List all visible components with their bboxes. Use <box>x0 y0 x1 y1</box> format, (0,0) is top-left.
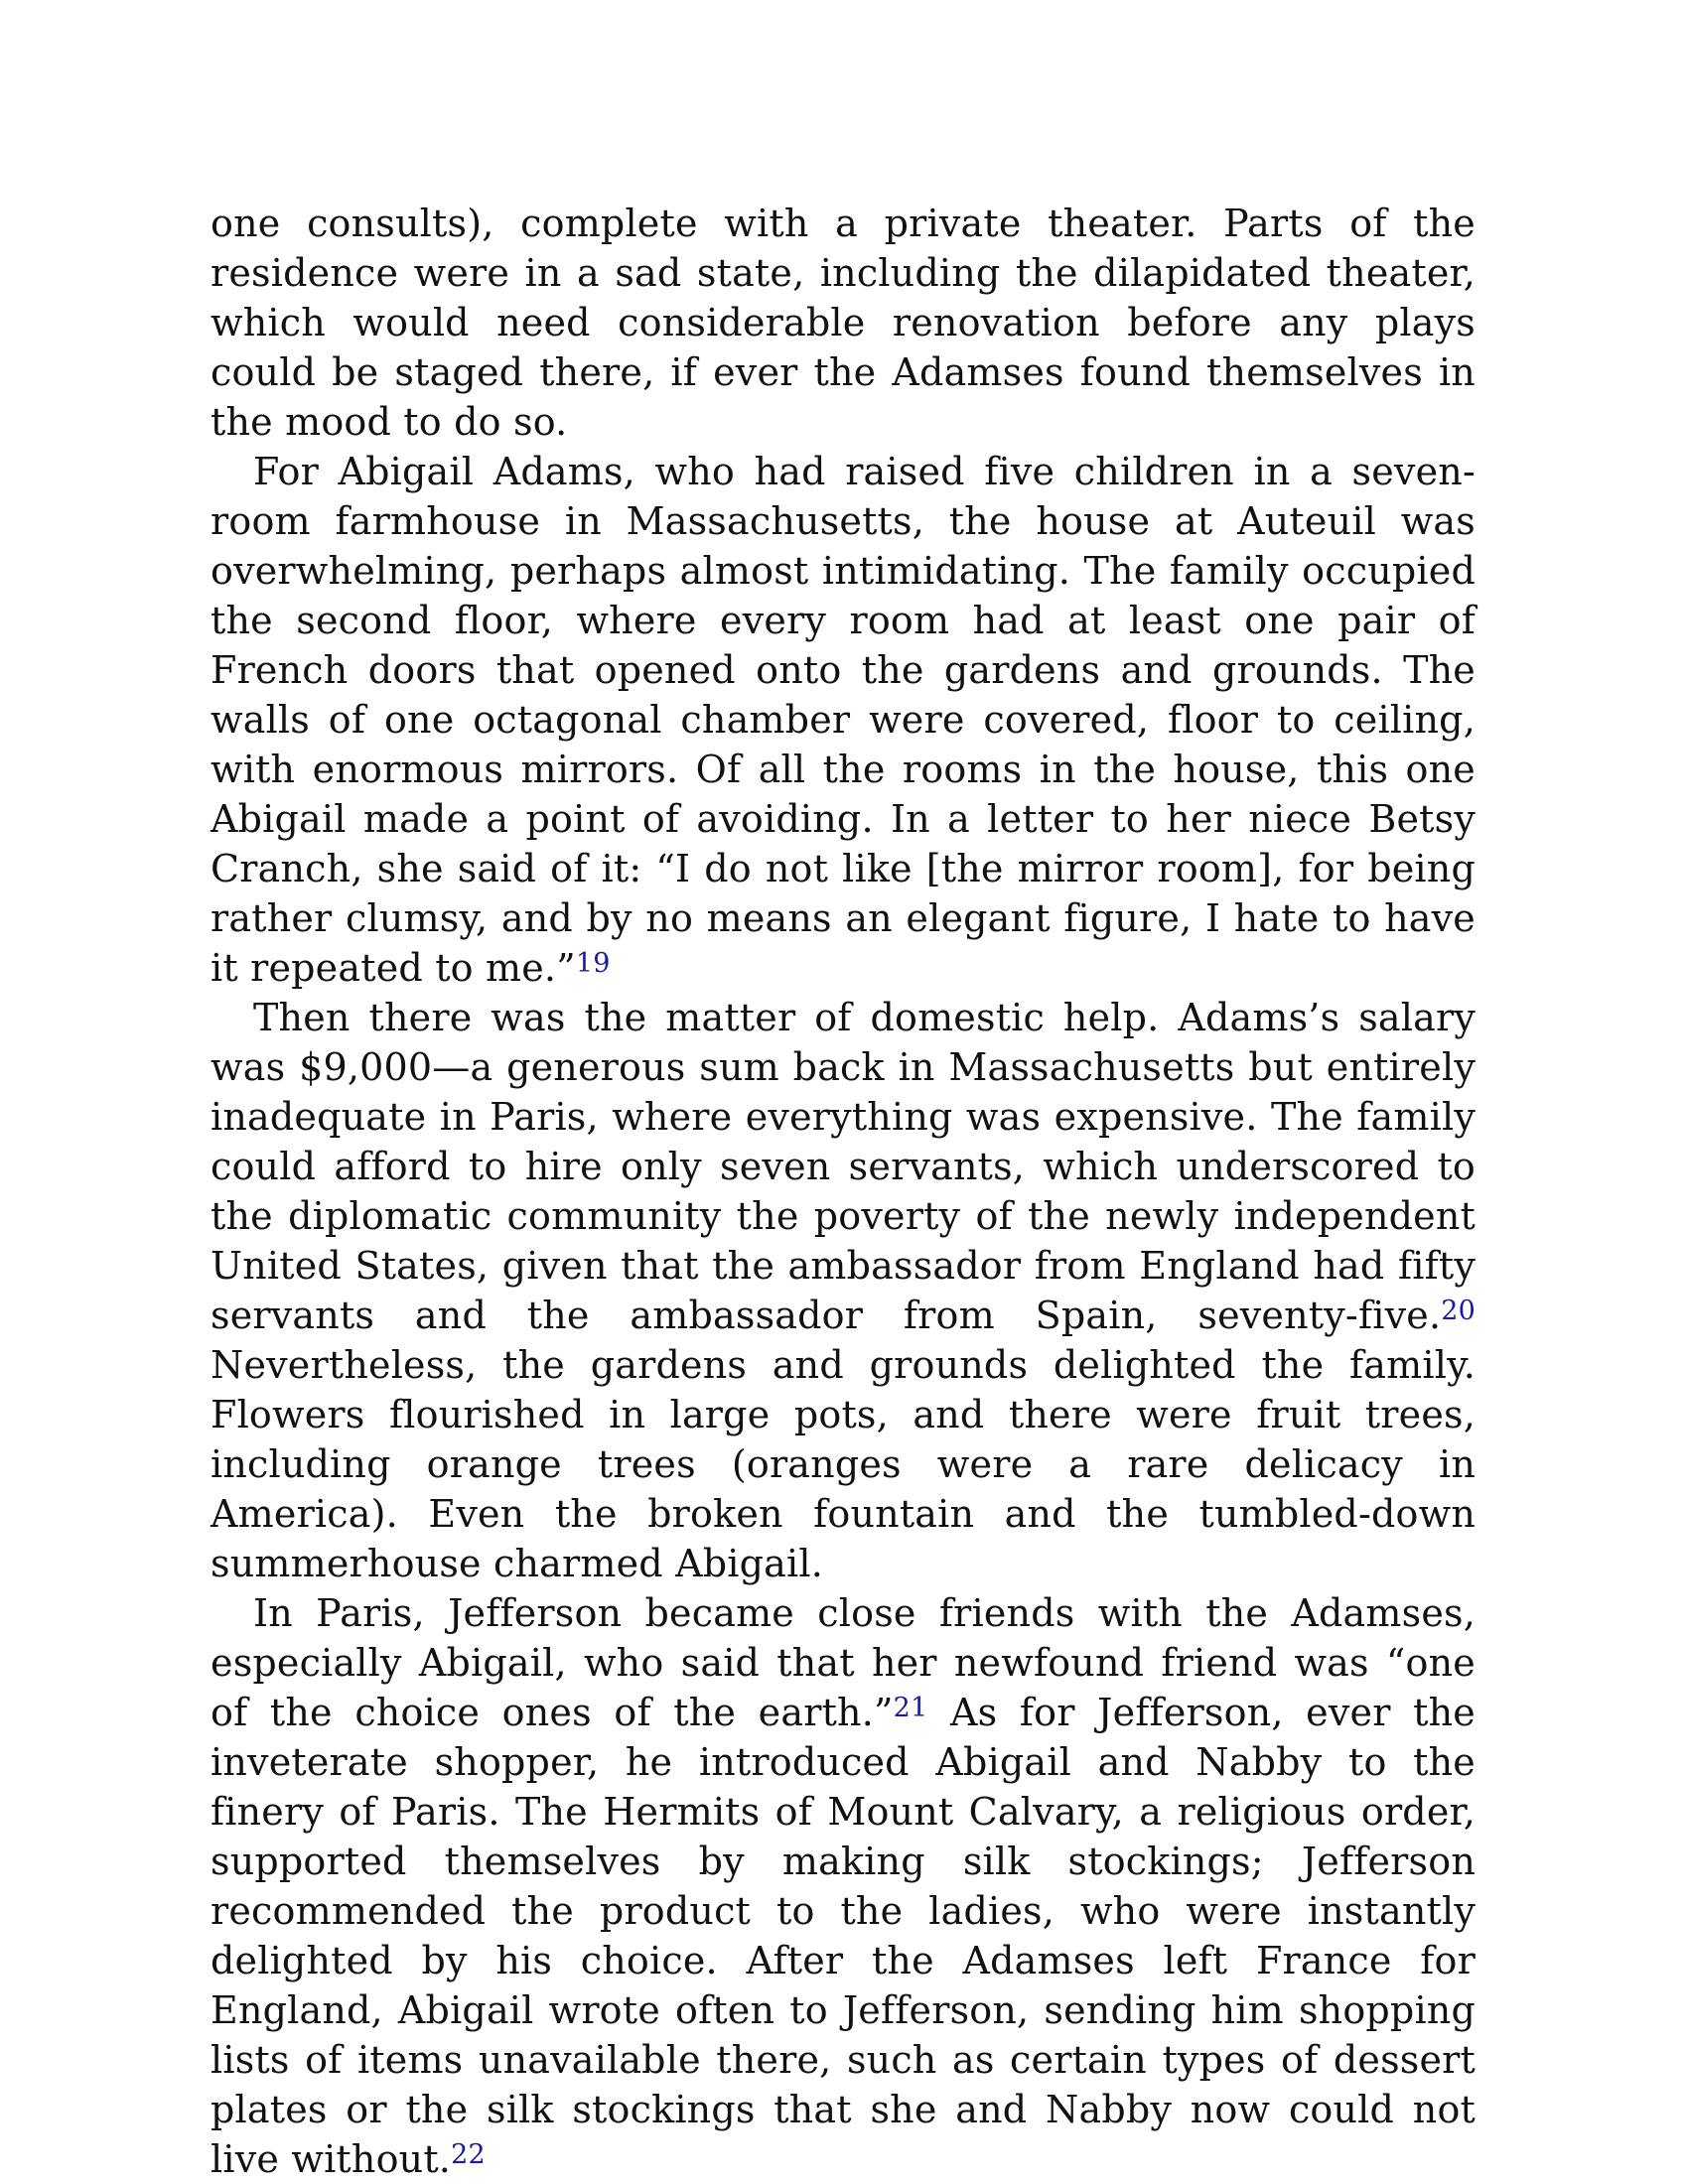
paragraph-text: Nevertheless, the gardens and grounds delighted the family. Flowers flourished in large pots, and there were fruit trees, including orange trees (oranges were a rare delicacy in America). Even the broken fountain and the tumbled-down summerhouse charmed Abigail. <box>211 1343 1476 1585</box>
paragraph-text: As for Jefferson, ever the inveterate shopper, he introduced Abigail and Nabby to the finery of Paris. The Hermits of Mount Calvary, a religious order, supported themselves by making silk stockings; Jefferson recommended the product to the ladies, who were instantly delighted by his choice. After the Adamses left France for England, Abigail wrote often to Jefferson, sending him shopping lists of items unavailable there, such as certain types of dessert plates or the silk stockings that she and Nabby now could not live without. <box>211 1691 1476 2181</box>
paragraph-text: Then there was the matter of domestic help. Adams’s salary was $9,000—a generous sum back in Massachusetts but entirely inadequate in Paris, where everything was expensive. The family could afford to hire only seven servants, which underscored to the diplomatic community the poverty of the newly independent United States, given that the ambassador from England had fifty servants and the ambassador from Spain, seventy-five. <box>211 996 1476 1337</box>
footnote-link-19[interactable]: 19 <box>575 948 611 979</box>
paragraph-3 <box>211 993 1476 1588</box>
paragraph-1 <box>211 199 1476 447</box>
footnote-link-21[interactable]: 21 <box>893 1693 928 1723</box>
footnote-link-22[interactable]: 22 <box>451 2139 486 2170</box>
paragraph-4 <box>211 1588 1476 2184</box>
paragraph-text: In Paris, Jefferson became close friends with the Adamses, especially Abigail, who said that her newfound friend was “one of the choice ones of the earth.” <box>211 1591 1476 1734</box>
footnote-link-20[interactable]: 20 <box>1441 1296 1476 1326</box>
page-body <box>211 199 1476 2184</box>
paragraph-text: For Abigail Adams, who had raised five children in a seven-room farmhouse in Massachusetts, the house at Auteuil was overwhelming, perhaps almost intimidating. The family occupied the second floor, where every room had at least one pair of French doors that opened onto the gardens and grounds. The walls of one octagonal chamber were covered, floor to ceiling, with enormous mirrors. Of all the rooms in the house, this one Abigail made a point of avoiding. In a letter to her niece Betsy Cranch, she said of it: “I do not like [the mirror room], for being rather clumsy, and by no means an elegant figure, I hate to have it repeated to me.” <box>211 450 1476 990</box>
paragraph-text: one consults), complete with a private theater. Parts of the residence were in a sad state, including the dilapidated theater, which would need considerable renovation before any plays could be staged there, if ever the Adamses found themselves in the mood to do so. <box>211 202 1476 444</box>
paragraph-2 <box>211 447 1476 993</box>
